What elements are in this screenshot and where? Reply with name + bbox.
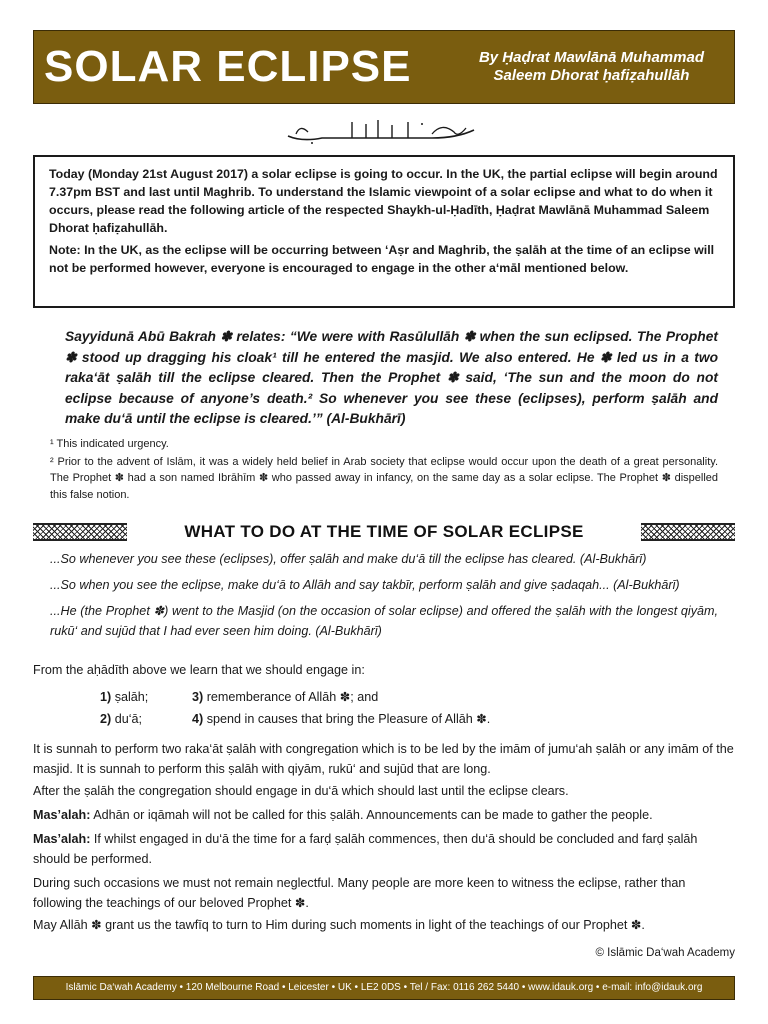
author-byline <box>479 49 704 85</box>
intro-box <box>33 155 735 308</box>
page-title: SOLAR ECLIPSE <box>44 42 412 91</box>
ornament-right-icon <box>641 523 735 541</box>
list-item: 3) rememberance of Allāh ✽; and <box>192 690 379 704</box>
neglect-paragraph: During such occasions we must not remain neglectful. Many people are more keen to witness the eclipse, rather than following the teachings of our beloved Prophet ✽. <box>33 876 686 910</box>
masalah-adhan: Mas’alah: Adhān or iqāmah will not be called for this ṣalāh. Announcements can be made to gather the people. <box>33 808 653 822</box>
section-title: WHAT TO DO AT THE TIME OF SOLAR ECLIPSE <box>184 522 584 541</box>
action-list <box>100 686 600 730</box>
byline-line-2: Saleem Dhorat ḥafiẓahullāh <box>493 67 690 84</box>
quote-2: ...So when you see the eclipse, make du‘ā to Allāh and say takbīr, perform ṣalāh and give ṣadaqah... (Al-Bukhārī) <box>50 578 680 592</box>
list-item: 2) du‘ā; <box>100 712 143 726</box>
section-heading <box>33 519 735 545</box>
title-banner <box>33 30 735 104</box>
list-item: 1) ṣalāh; <box>100 690 149 704</box>
dua-paragraph: After the ṣalāh the congregation should engage in du‘ā which should last until the eclipse clears. <box>33 784 569 798</box>
footnotes <box>50 436 718 503</box>
list-item: 4) spend in causes that bring the Pleasure of Allāh ✽. <box>192 712 491 726</box>
footnote-2: ² Prior to the advent of Islām, it was a widely held belief in Arab society that eclipse would occur upon the death of a great personality. The Prophet ✽ had a son named Ibrāhīm ✽ who passed away in infancy, on the same day as a solar eclipse. The Prophet ✽ dispelled this false notion. <box>50 455 718 501</box>
masalah-fard: Mas’alah: If whilst engaged in du‘ā the time for a farḍ ṣalāh commences, then du‘ā should be concluded and farḍ ṣalāh should be performed. <box>33 832 698 866</box>
intro-paragraph: Today (Monday 21st August 2017) a solar eclipse is going to occur. In the UK, the partial eclipse will begin around 7.37pm BST and last until Maghrib. To understand the Islamic viewpoint of a solar eclipse and what to do when it occurs, please read the following article of the respected Shaykh-ul-Ḥadīth, Ḥaḍrat Mawlānā Muhammad Saleem Dhorat ḥafiẓahullāh. <box>49 167 718 235</box>
sunnah-paragraph: It is sunnah to perform two raka‘āt ṣalāh with congregation which is to be led by the imām of jumu‘ah ṣalāh or any imām of the masjid. It is sunnah to perform this ṣalāh with qiyām, rukū‘ and sujūd that are long. <box>33 742 734 776</box>
hadith-quote: Sayyidunā Abū Bakrah ✽ relates: “We were with Rasūlullāh ✽ when the sun eclipsed. The Prophet ✽ stood up dragging his cloak¹ till he entered the masjid. We also entered. He ✽ led us in a two raka‘āt ṣalāh till the eclipse cleared. Then the Prophet ✽ said, ‘The sun and the moon do not eclipse because of anyone’s death.² So whenever you see these (eclipses), perform ṣalāh and make du‘ā until the eclipse is cleared.’” (Al-Bukhārī) <box>65 329 718 426</box>
ornament-left-icon <box>33 523 127 541</box>
intro-note: Note: In the UK, as the eclipse will be occurring between ‘Aṣr and Maghrib, the ṣalāh at the time of an eclipse will not be performed however, everyone is encouraged to engage in the other a‘māl mentioned below. <box>49 243 715 275</box>
byline-line-1: By Ḥaḍrat Mawlānā Muhammad <box>478 49 704 66</box>
bismillah-calligraphy <box>282 116 482 146</box>
copyright: © Islāmic Da‘wah Academy <box>595 947 735 959</box>
quote-3: ...He (the Prophet ✽) went to the Masjid (on the occasion of solar eclipse) and offered the ṣalāh with the longest qiyām, rukū‘ and sujūd that I had ever seen him doing. (Al-Bukhārī) <box>50 604 718 638</box>
quote-1: ...So whenever you see these (eclipses), offer ṣalāh and make du‘ā till the eclipse has cleared. (Al-Bukhārī) <box>50 552 647 566</box>
footnote-1: ¹ This indicated urgency. <box>50 438 169 450</box>
list-intro: From the aḥādīth above we learn that we should engage in: <box>33 663 365 677</box>
closing-dua: May Allāh ✽ grant us the tawfīq to turn to Him during such moments in light of the teachings of our Prophet ✽. <box>33 918 645 932</box>
hadith-quotes <box>50 549 718 647</box>
footer-bar: Islāmic Da‘wah Academy • 120 Melbourne Road • Leicester • UK • LE2 0DS • Tel / Fax: 0116 262 5440 • www.idauk.org • e-mail: info@idauk.org <box>33 976 735 1000</box>
